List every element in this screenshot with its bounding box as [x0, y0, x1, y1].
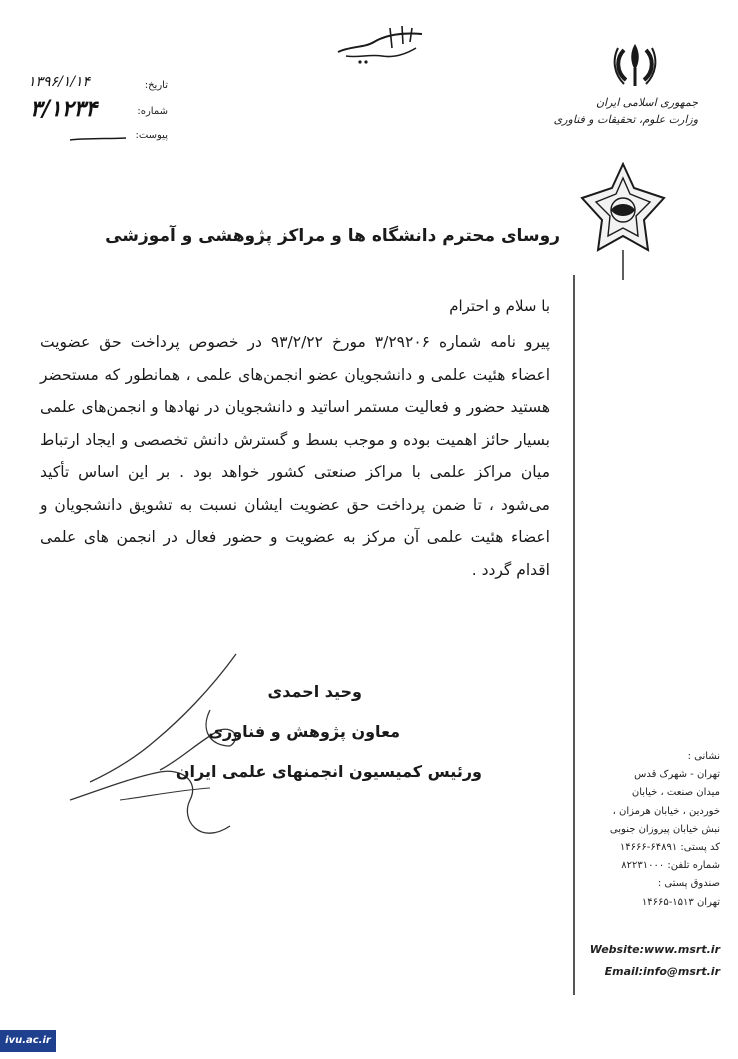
handwritten-signature	[60, 650, 270, 850]
po-box-value: تهران ۱۵۱۳-۱۴۶۶۵	[641, 896, 720, 908]
po-box-label: صندوق پستی :	[657, 878, 720, 890]
ministry-address	[570, 748, 720, 912]
signer-name: وحید احمدی	[267, 682, 362, 701]
website-link[interactable]: Website:www.msrt.ir	[589, 943, 720, 956]
address-line: تهران - شهرک قدس	[634, 769, 720, 781]
phone-number: شماره تلفن: ۸۲۲۳۱۰۰۰	[621, 860, 720, 872]
email-link[interactable]: Email:info@msrt.ir	[604, 965, 720, 978]
attachment-dash	[68, 136, 128, 142]
site-badge[interactable]: ivu.ac.ir	[0, 1030, 56, 1052]
ministry-line-country: جمهوری اسلامی ایران	[595, 96, 698, 109]
greeting: با سلام و احترام	[449, 297, 550, 315]
address-line: میدان صنعت ، خیابان	[631, 787, 720, 799]
ministry-line-ministry: وزارت علوم، تحقیقات و فناوری	[553, 113, 698, 126]
address-heading: نشانی :	[687, 751, 720, 762]
attachment-label: پیوست:	[135, 130, 168, 141]
signer-title-deputy: معاون پژوهش و فناوری	[208, 722, 400, 741]
address-line: خوردین ، خیابان هرمزان ،	[612, 805, 720, 817]
ornament-rosette-icon	[578, 162, 668, 282]
postal-code: کد پستی: ۶۴۸۹۱-۱۴۶۶۶	[619, 842, 720, 854]
date-value: ۱۳۹۶/۱/۱۴	[28, 74, 91, 90]
ministry-name	[518, 94, 698, 128]
date-label: تاریخ:	[144, 80, 168, 91]
number-value: ۳/۱۲۳۴	[30, 96, 98, 122]
iran-emblem-icon	[612, 40, 658, 90]
addressee: روسای محترم دانشگاه ها و مراکز پژوهشی و آموزشی	[105, 226, 560, 246]
address-line: نبش خیابان پیروزان جنوبی	[609, 823, 720, 835]
number-label: شماره:	[137, 106, 168, 117]
signer-title-commission: ورئیس کمیسیون انجمنهای علمی ایران	[175, 762, 482, 781]
letter-meta	[28, 72, 168, 152]
letter-body: پیرو نامه شماره ۳/۲۹۲۰۶ مورخ ۹۳/۲/۲۲ در خصوص پرداخت حق عضویت اعضاء هئیت علمی و دانشجویان عضو انجمن‌های علمی ، همانطور که مستحضر هستید حضور و فعالیت مستمر اساتید و دانشجویان در نهادها و انجمن‌های علمی بسیار حائز اهمیت بوده و موجب بسط و گسترش دانش تخصصی و ایجاد ارتباط میان مراکز علمی با مراکز صنعتی کشور خواهد بود . بر این اساس تأکید می‌شود ، تا ضمن پرداخت حق عضویت ایشان نسبت به تشویق دانشجویان و اعضاء هئیت علمی آن مرکز به عضویت و حضور فعال در انجمن های علمی اقدام گردد .	[40, 333, 550, 579]
